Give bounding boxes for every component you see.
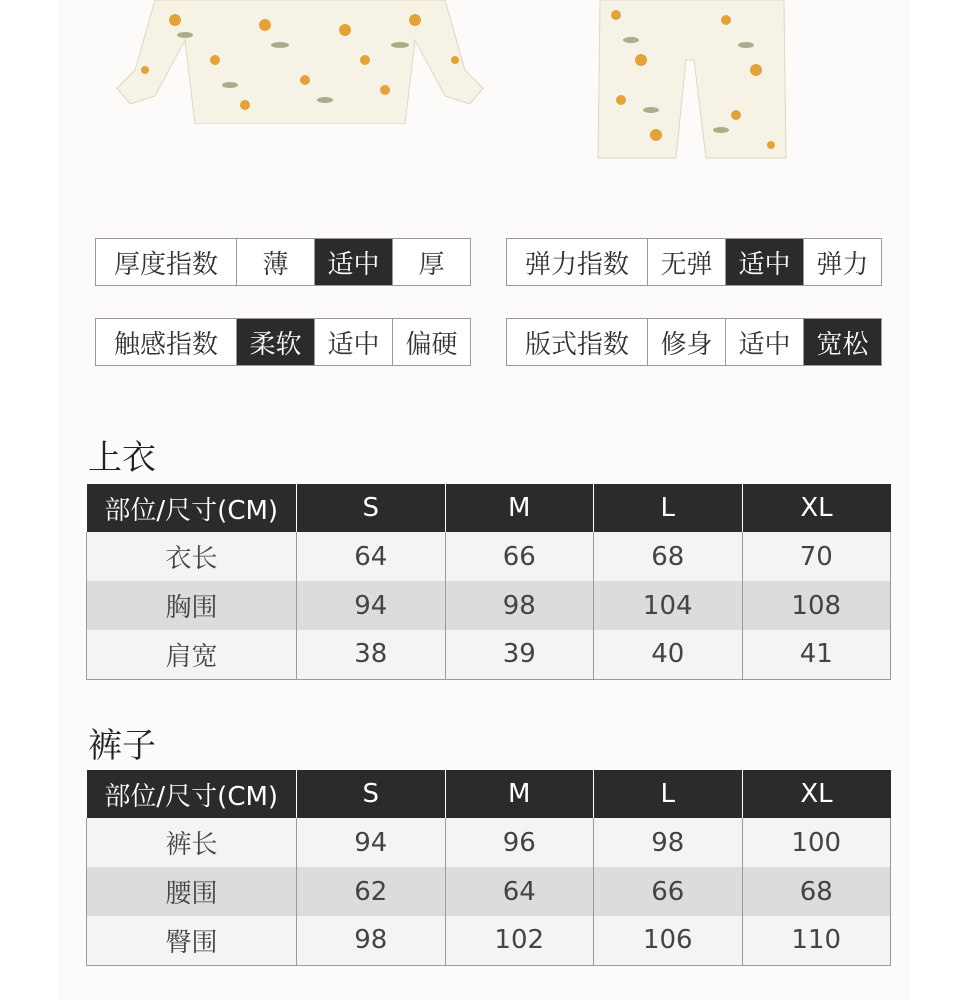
- header-cell: XL: [742, 770, 891, 818]
- fit-index: [506, 318, 882, 366]
- pajama-pants-image: [596, 0, 788, 160]
- size-value: 106: [594, 916, 743, 965]
- index-title: 版式指数: [524, 329, 629, 360]
- header-cell: M: [445, 484, 594, 532]
- top-size-heading: 上衣: [88, 438, 156, 478]
- row-label: 胸围: [87, 581, 297, 630]
- size-value: 98: [594, 818, 743, 867]
- header-cell: XL: [742, 484, 891, 532]
- row-label: 衣长: [87, 532, 297, 581]
- index-title: 触感指数: [113, 329, 218, 360]
- pants-size-heading: 裤子: [88, 726, 156, 766]
- size-value: 64: [297, 532, 446, 581]
- size-value: 38: [297, 630, 446, 679]
- index-option: 无弹: [647, 239, 725, 285]
- top-size-table: [86, 484, 891, 680]
- row-label: 肩宽: [87, 630, 297, 679]
- index-option-selected: 柔软: [236, 319, 314, 365]
- index-option: 修身: [647, 319, 725, 365]
- pants-size-table: [86, 770, 891, 966]
- pajama-top-illustration: [115, 0, 485, 124]
- size-value: 110: [742, 916, 891, 965]
- table-row: [87, 818, 891, 867]
- thickness-index: [95, 238, 471, 286]
- header-cell: M: [445, 770, 594, 818]
- index-option-selected: 宽松: [803, 319, 881, 365]
- index-option: 适中: [314, 319, 392, 365]
- index-option: 弹力: [803, 239, 881, 285]
- pajama-pants-illustration: [596, 0, 788, 160]
- size-value: 62: [297, 867, 446, 916]
- size-value: 39: [445, 630, 594, 679]
- elasticity-index: [506, 238, 882, 286]
- table-row: [87, 532, 891, 581]
- size-value: 94: [297, 581, 446, 630]
- header-cell: S: [297, 484, 446, 532]
- size-value: 100: [742, 818, 891, 867]
- size-value: 94: [297, 818, 446, 867]
- size-value: 96: [445, 818, 594, 867]
- row-label: 裤长: [87, 818, 297, 867]
- table-row: [87, 867, 891, 916]
- index-option: 适中: [725, 319, 803, 365]
- header-cell: 部位/尺寸(CM): [87, 770, 297, 818]
- table-row: [87, 916, 891, 965]
- header-cell: 部位/尺寸(CM): [87, 484, 297, 532]
- row-label: 臀围: [87, 916, 297, 965]
- table-row: [87, 581, 891, 630]
- touch-index: [95, 318, 471, 366]
- size-value: 70: [742, 532, 891, 581]
- table-row: [87, 630, 891, 679]
- header-cell: L: [594, 484, 743, 532]
- size-value: 108: [742, 581, 891, 630]
- header-cell: L: [594, 770, 743, 818]
- table-header-row: [87, 770, 891, 818]
- index-option: 偏硬: [392, 319, 470, 365]
- pajama-top-image: [115, 0, 485, 124]
- size-value: 66: [594, 867, 743, 916]
- index-option: 薄: [236, 239, 314, 285]
- index-title: 厚度指数: [113, 249, 218, 280]
- size-value: 64: [445, 867, 594, 916]
- size-value: 66: [445, 532, 594, 581]
- header-cell: S: [297, 770, 446, 818]
- index-option: 厚: [392, 239, 470, 285]
- size-value: 102: [445, 916, 594, 965]
- size-value: 104: [594, 581, 743, 630]
- size-value: 68: [742, 867, 891, 916]
- size-value: 98: [297, 916, 446, 965]
- table-header-row: [87, 484, 891, 532]
- size-value: 40: [594, 630, 743, 679]
- size-value: 98: [445, 581, 594, 630]
- row-label: 腰围: [87, 867, 297, 916]
- index-title: 弹力指数: [524, 249, 629, 280]
- size-value: 68: [594, 532, 743, 581]
- index-option-selected: 适中: [725, 239, 803, 285]
- size-value: 41: [742, 630, 891, 679]
- index-option-selected: 适中: [314, 239, 392, 285]
